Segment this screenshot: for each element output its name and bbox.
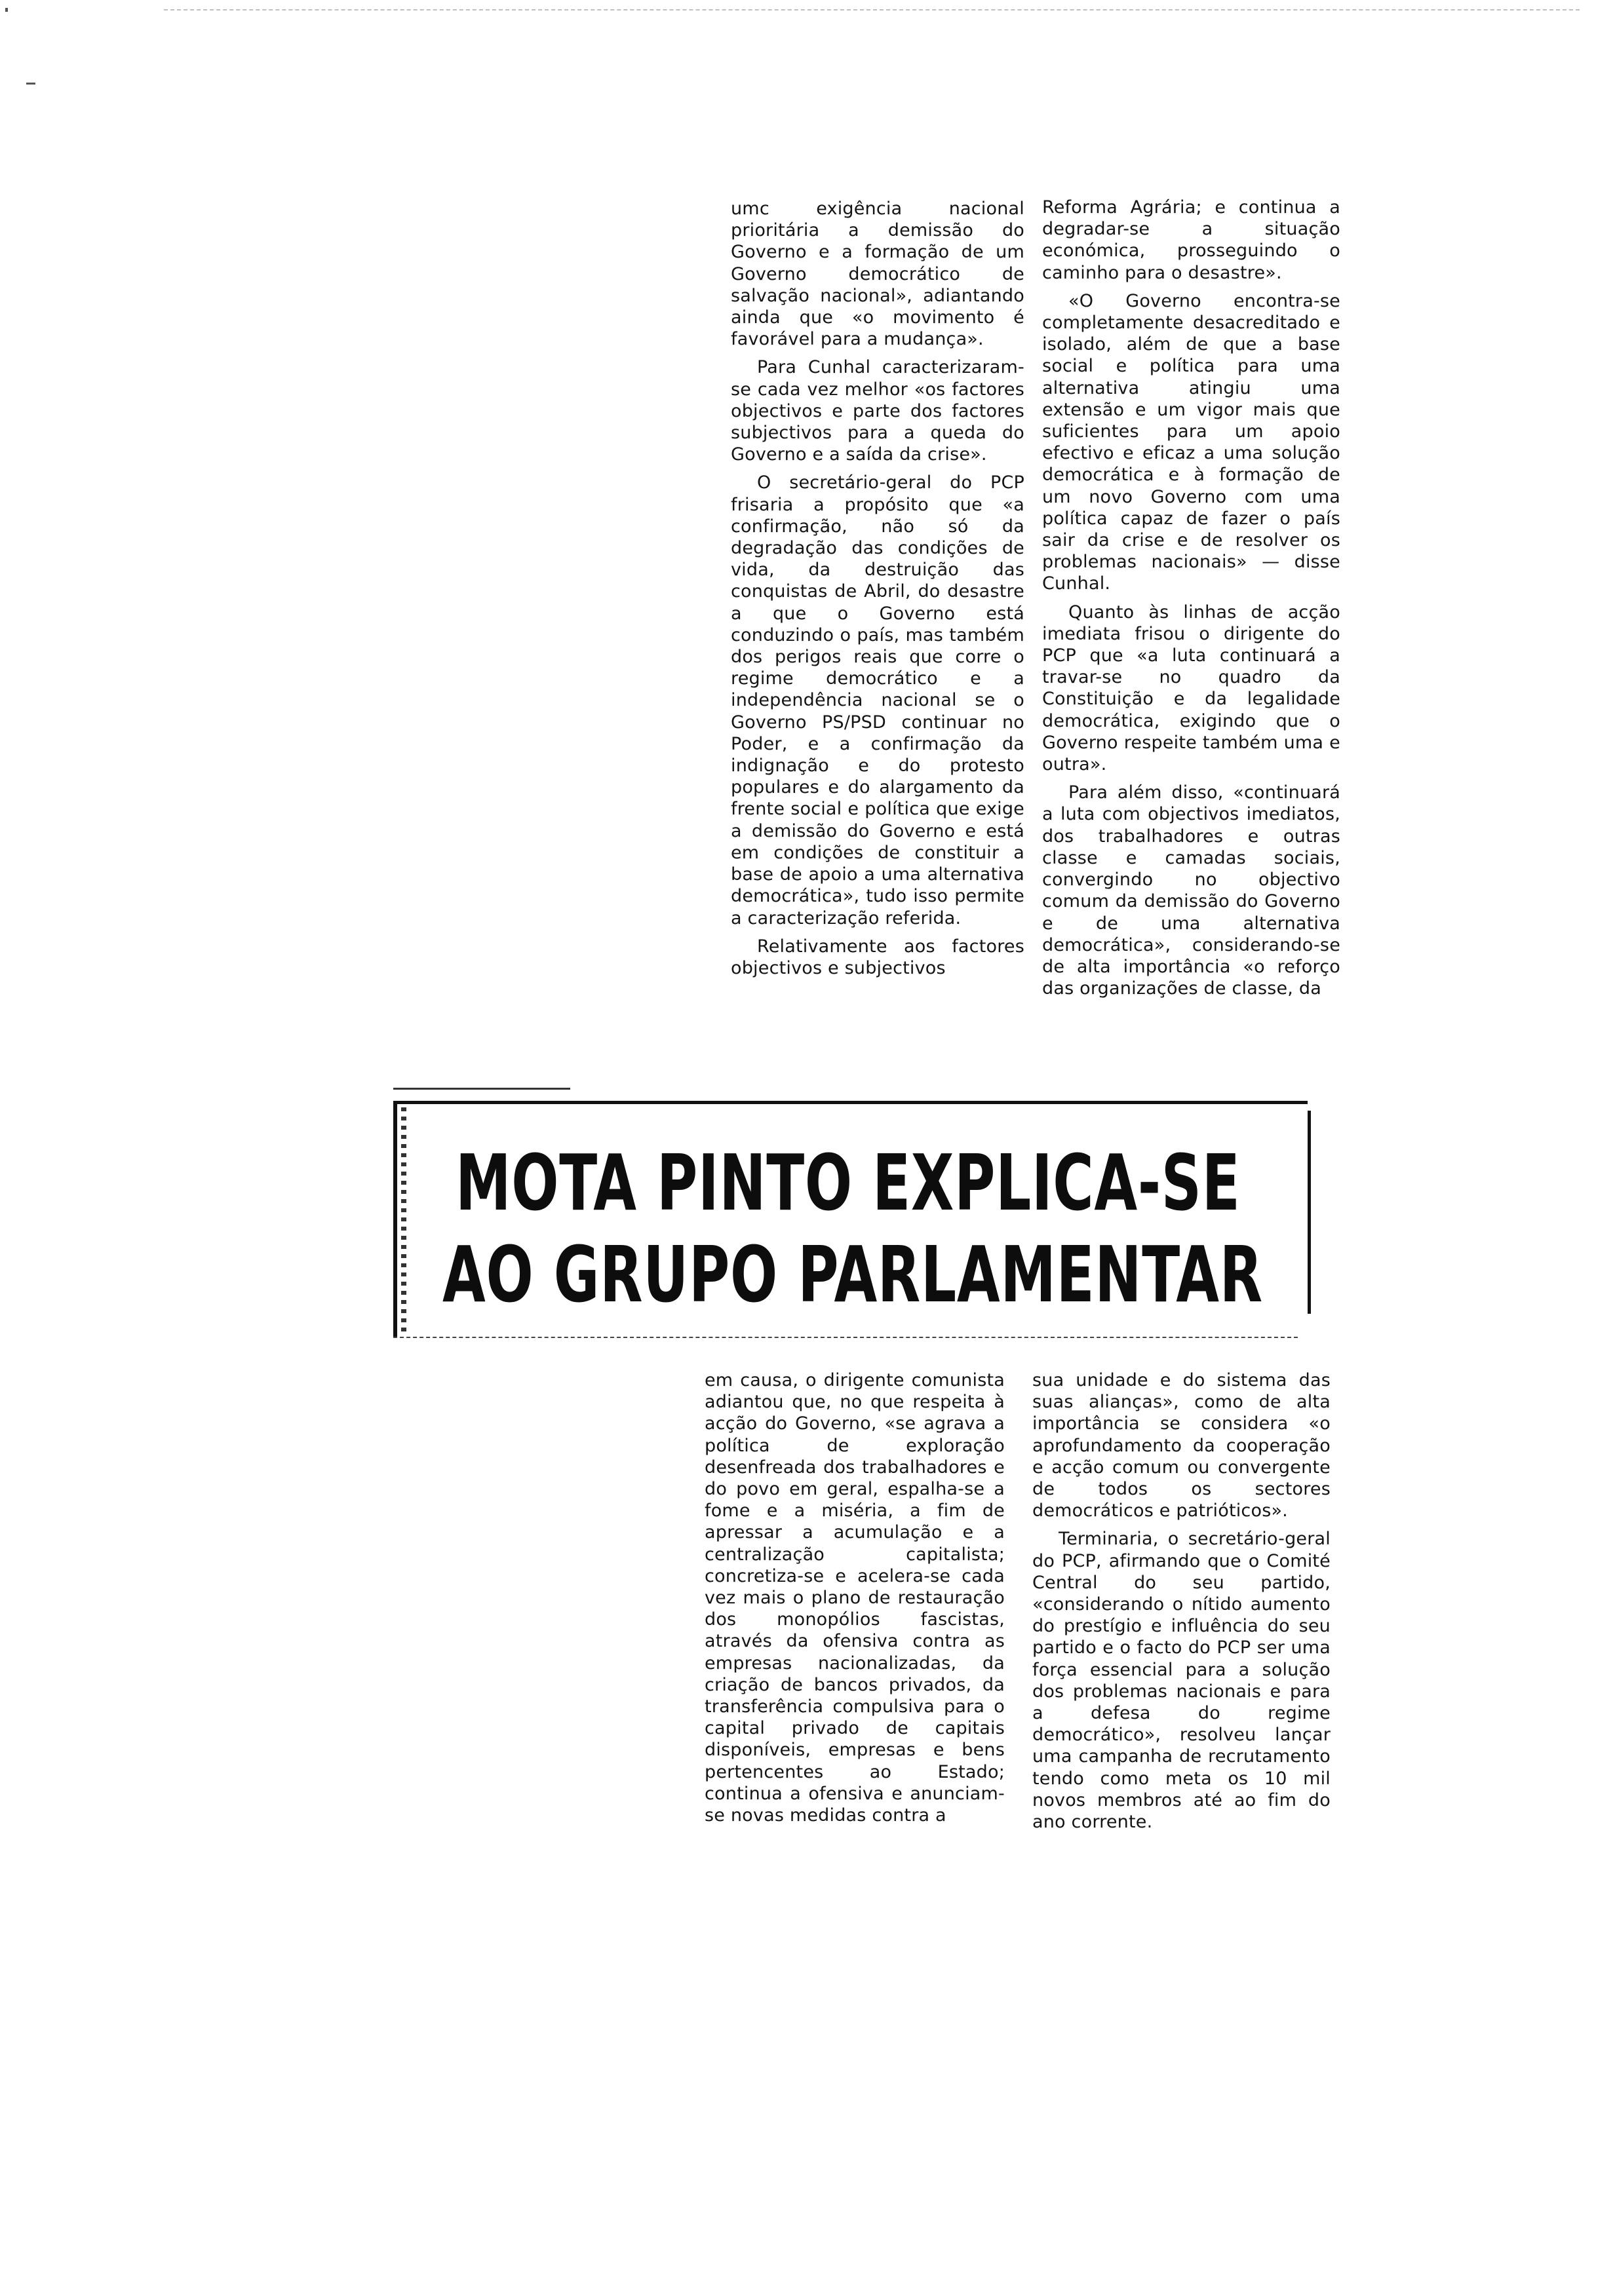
article-column-upper-left (731, 198, 1024, 979)
headline: MOTA PINTO EXPLICA-SE (456, 1138, 1241, 1228)
headline-box (393, 1101, 1324, 1350)
paragraph: Para além disso, «continuará a luta com objectivos imediatos, dos trabalhadores e outras classe e camadas sociais, convergindo no objectivo comum da demissão do Governo e de uma alternativa democrática», considerando-se de alta importância «o reforço das organizações de classe, da (1042, 782, 1340, 999)
headline-rule (401, 1107, 406, 1337)
scan-top-edge (164, 9, 1580, 10)
paragraph: «O Governo encontra-se completamente desacreditado e isolado, além de que a base social e política para uma alternativa atingiu uma extensão e um vigor mais que suficientes para um apoio efectivo e eficaz a uma solução democrática e à formação de um novo Governo com uma política capaz de fazer o país sair da crise e de resolver os problemas nacionais» — disse Cunhal. (1042, 290, 1340, 594)
article-column-lower-left (705, 1369, 1005, 1826)
paragraph: em causa, o dirigente comunista adiantou que, no que respeita à acção do Governo, «se agrava a política de exploração desenfreada dos trabalhadores e do povo em geral, espalha-se a fome e a miséria, a fim de apressar a acumulação e a centralização capitalista; concretiza-se e acelera-se cada vez mais o plano de restauração dos monopólios fascistas, através da ofensiva contra as empresas nacionalizadas, da criação de bancos privados, da transferência compulsiva para o capital privado de capitais disponíveis, empresas e bens pertencentes ao Estado; continua a ofensiva e anunciam-se novas medidas contra a (705, 1370, 1005, 1826)
paragraph: Para Cunhal caracterizaram-se cada vez melhor «os factores objectivos e parte dos factores subjectivos para a queda do Governo e a saída da crise». (731, 357, 1024, 465)
paragraph: Quanto às linhas de acção imediata frisou o dirigente do PCP que «a luta continuará a travar-se no quadro da Constituição e da legalidade democrática, exigindo que o Governo respeite também uma e outra». (1042, 602, 1340, 775)
paragraph: Relativamente aos factores objectivos e subjectivos (731, 936, 1024, 978)
paragraph: umc exigência nacional prioritária a demissão do Governo e a formação de um Governo democrático de salvação nacional», adiantando ainda que «o movimento é favorável para a mudança». (731, 199, 1024, 350)
headline-rule (393, 1337, 1298, 1338)
headline-rule (393, 1101, 1308, 1104)
paragraph: Terminaria, o secretário-geral do PCP, afirmando que o Comité Central do seu partido, «considerando o nítido aumento do prestígio e influência do seu partido e o facto do PCP ser uma força essencial para a solução dos problemas nacionais e para a defesa do regime democrático», resolveu lançar uma campanha de recrutamento tendo como meta os 10 mil novos membros até ao fim do ano corrente. (1032, 1529, 1331, 1833)
paragraph: sua unidade e do sistema das suas alianças», como de alta importância se considera «o aprofundamento da cooperação e acção comum ou convergente de todos os sectores democráticos e patrióticos». (1032, 1370, 1331, 1521)
headline-rule (1308, 1111, 1311, 1314)
paragraph: Reforma Agrária; e continua a degradar-se a situação económica, prosseguindo o caminho para o desastre». (1042, 197, 1340, 283)
scan-mark (26, 83, 35, 85)
scan-mark (5, 8, 8, 12)
article-column-lower-right (1032, 1369, 1331, 1833)
headline-rule (393, 1088, 570, 1090)
article-column-upper-right (1042, 197, 1340, 999)
headline: AO GRUPO PARLAMENTAR (442, 1229, 1263, 1320)
paragraph: O secretário-geral do PCP frisaria a propósito que «a confirmação, não só da degradação das condições de vida, da destruição das conquistas de Abril, do desastre a que o Governo está conduzindo o país, mas também dos perigos reais que corre o regime democrático e a independência nacional se o Governo PS/PSD continuar no Poder, e a confirmação da indignação e do protesto populares e do alargamento da frente social e política que exige a demissão do Governo e está em condições de constituir a base de apoio a uma alternativa democrática», tudo isso permite a caracterização referida. (731, 472, 1024, 928)
headline-rule (393, 1101, 397, 1337)
